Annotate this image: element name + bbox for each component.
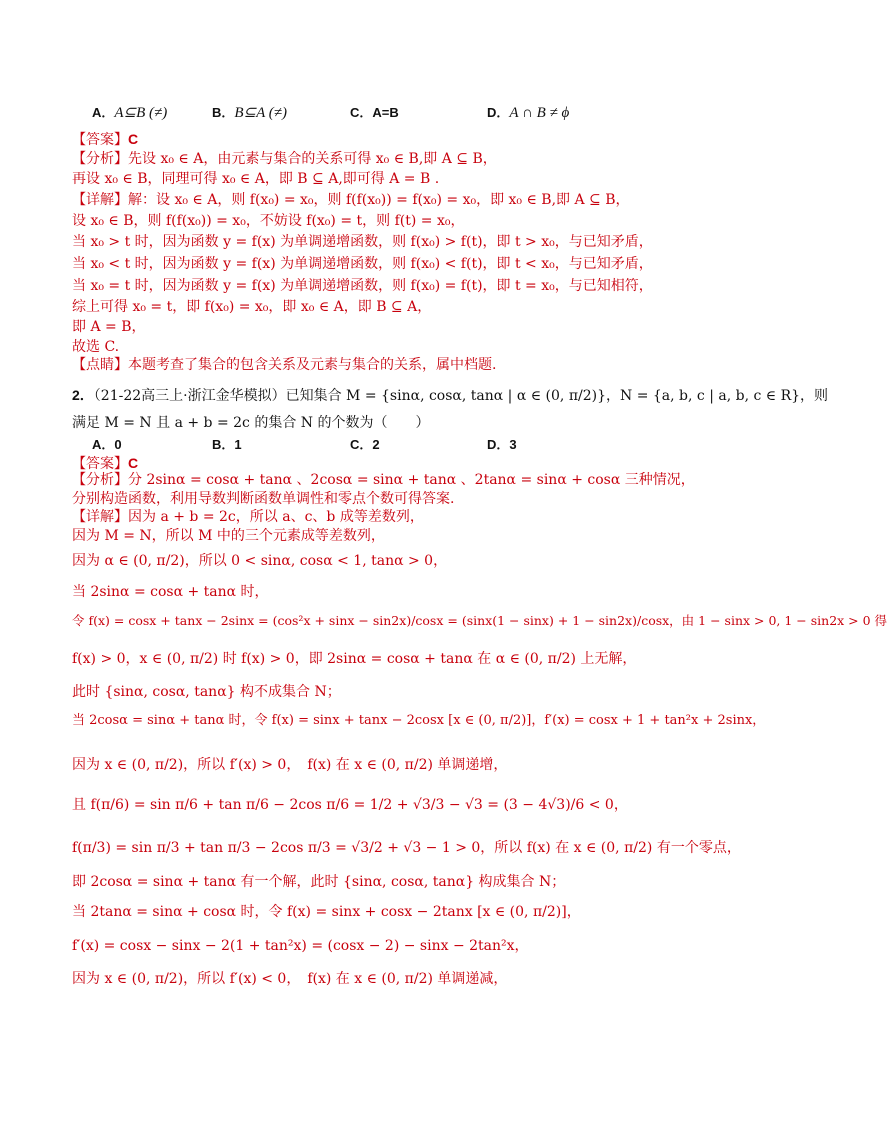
q2-detail-4: 当 2sinα = cosα + tanα 时， xyxy=(72,584,269,600)
q1-option-a: A．A⊆B (≠) xyxy=(92,105,168,121)
q1-detail-1: 【详解】解：设 x₀ ∈ A，则 f(x₀) = x₀，则 f(f(x₀)) = f(x₀) = x₀，即 x₀ ∈ B,即 A ⊆ B， xyxy=(72,192,630,208)
q2-option-b: B．1 xyxy=(212,437,242,452)
q2-analysis-2: 分别构造函数，利用导数判断函数单调性和零点个数可得答案. xyxy=(72,491,455,507)
q1-detail-8: 故选 C. xyxy=(72,339,120,355)
q2-detail-10: 且 f(π/6) = sin π/6 + tan π/6 − 2cos π/6 = 1/2 + √3/3 − √3 = (3 − 4√3)/6 < 0， xyxy=(72,797,628,813)
q2-detail-7: 此时 {sinα, cosα, tanα} 构不成集合 N； xyxy=(72,684,341,700)
q1-analysis: 【分析】先设 x₀ ∈ A，由元素与集合的关系可得 x₀ ∈ B,即 A ⊆ B， xyxy=(72,151,497,167)
q2-detail-2: 因为 M = N，所以 M 中的三个元素成等差数列， xyxy=(72,528,385,544)
q2-option-a: A．0 xyxy=(92,437,122,452)
q1-detail-4: 当 x₀ < t 时，因为函数 y = f(x) 为单调递增函数，则 f(x₀) < f(t)，即 t < x₀，与已知矛盾， xyxy=(72,256,653,272)
q2-detail-12: 即 2cosα = sinα + tanα 有一个解，此时 {sinα, cosα, tanα} 构成集合 N； xyxy=(72,874,566,890)
q2-detail-6: f(x) > 0，x ∈ (0, π/2) 时 f(x) > 0，即 2sinα = cosα + tanα 在 α ∈ (0, π/2) 上无解， xyxy=(72,651,637,667)
q1-option-b: B．B⊆A (≠) xyxy=(212,105,287,121)
q1-detail-2: 设 x₀ ∈ B，则 f(f(x₀)) = x₀，不妨设 f(x₀) = t，则 f(t) = x₀， xyxy=(72,213,465,229)
q2-detail-11: f(π/3) = sin π/3 + tan π/3 − 2cos π/3 = √3/2 + √3 − 1 > 0，所以 f(x) 在 x ∈ (0, π/2) 有一个零点， xyxy=(72,840,741,856)
q1-analysis-2: 再设 x₀ ∈ B，同理可得 x₀ ∈ A，即 B ⊆ A,即可得 A = B . xyxy=(72,171,440,187)
q1-answer: 【答案】C xyxy=(72,131,139,148)
q2-stem: 2．（21-22高三上·浙江金华模拟）已知集合 M = {sinα, cosα, tanα | α ∈ (0, π/2)}，N = {a, b, c | a, b, c ∈ R}，则 xyxy=(72,387,829,404)
q1-detail-7: 即 A = B， xyxy=(72,319,146,335)
q2-option-d: D．3 xyxy=(487,437,517,452)
q2-detail-5: 令 f(x) = cosx + tanx − 2sinx = (cos²x + sinx − sin2x)/cosx = (sinx(1 − sinx) + 1 − sin2x)/cosx，由 1 − sinx > 0, 1 − sin2x > 0 得 xyxy=(72,613,887,628)
q2-option-c: C．2 xyxy=(350,437,380,452)
q2-detail-13: 当 2tanα = sinα + cosα 时，令 f(x) = sinx + cosx − 2tanx [x ∈ (0, π/2)]， xyxy=(72,904,581,920)
q1-point: 【点睛】本题考查了集合的包含关系及元素与集合的关系，属中档题. xyxy=(72,357,497,373)
q1-detail-5: 当 x₀ = t 时，因为函数 y = f(x) 为单调递增函数，则 f(x₀) = f(t)，即 t = x₀，与已知相符， xyxy=(72,278,653,294)
q2-stem-2: 满足 M = N 且 a + b = 2c 的集合 N 的个数为（ ） xyxy=(72,415,430,431)
q1-option-c: C．A=B xyxy=(350,105,399,120)
q2-detail-15: 因为 x ∈ (0, π/2)，所以 f′(x) < 0， f(x) 在 x ∈ (0, π/2) 单调递减， xyxy=(72,971,508,987)
q2-analysis: 【分析】分 2sinα = cosα + tanα 、2cosα = sinα + tanα 、2tanα = sinα + cosα 三种情况， xyxy=(72,472,695,488)
q2-detail-9: 因为 x ∈ (0, π/2)，所以 f′(x) > 0， f(x) 在 x ∈ (0, π/2) 单调递增， xyxy=(72,757,508,773)
q1-detail-3: 当 x₀ > t 时，因为函数 y = f(x) 为单调递增函数，则 f(x₀) > f(t)，即 t > x₀，与已知矛盾， xyxy=(72,234,653,250)
q2-detail-8: 当 2cosα = sinα + tanα 时，令 f(x) = sinx + tanx − 2cosx [x ∈ (0, π/2)]，f′(x) = cosx + 1 + tan²x + 2sinx， xyxy=(72,713,766,728)
q2-detail-3: 因为 α ∈ (0, π/2)，所以 0 < sinα, cosα < 1, tanα > 0， xyxy=(72,553,448,569)
q2-detail-14: f′(x) = cosx − sinx − 2(1 + tan²x) = (cosx − 2) − sinx − 2tan²x， xyxy=(72,938,529,954)
q1-option-d: D．A ∩ B ≠ ϕ xyxy=(487,105,570,121)
q2-answer: 【答案】C xyxy=(72,455,139,472)
q1-detail-6: 综上可得 x₀ = t，即 f(x₀) = x₀，即 x₀ ∈ A，即 B ⊆ A， xyxy=(72,299,432,315)
q2-detail-1: 【详解】因为 a + b = 2c，所以 a、c、b 成等差数列， xyxy=(72,509,424,525)
